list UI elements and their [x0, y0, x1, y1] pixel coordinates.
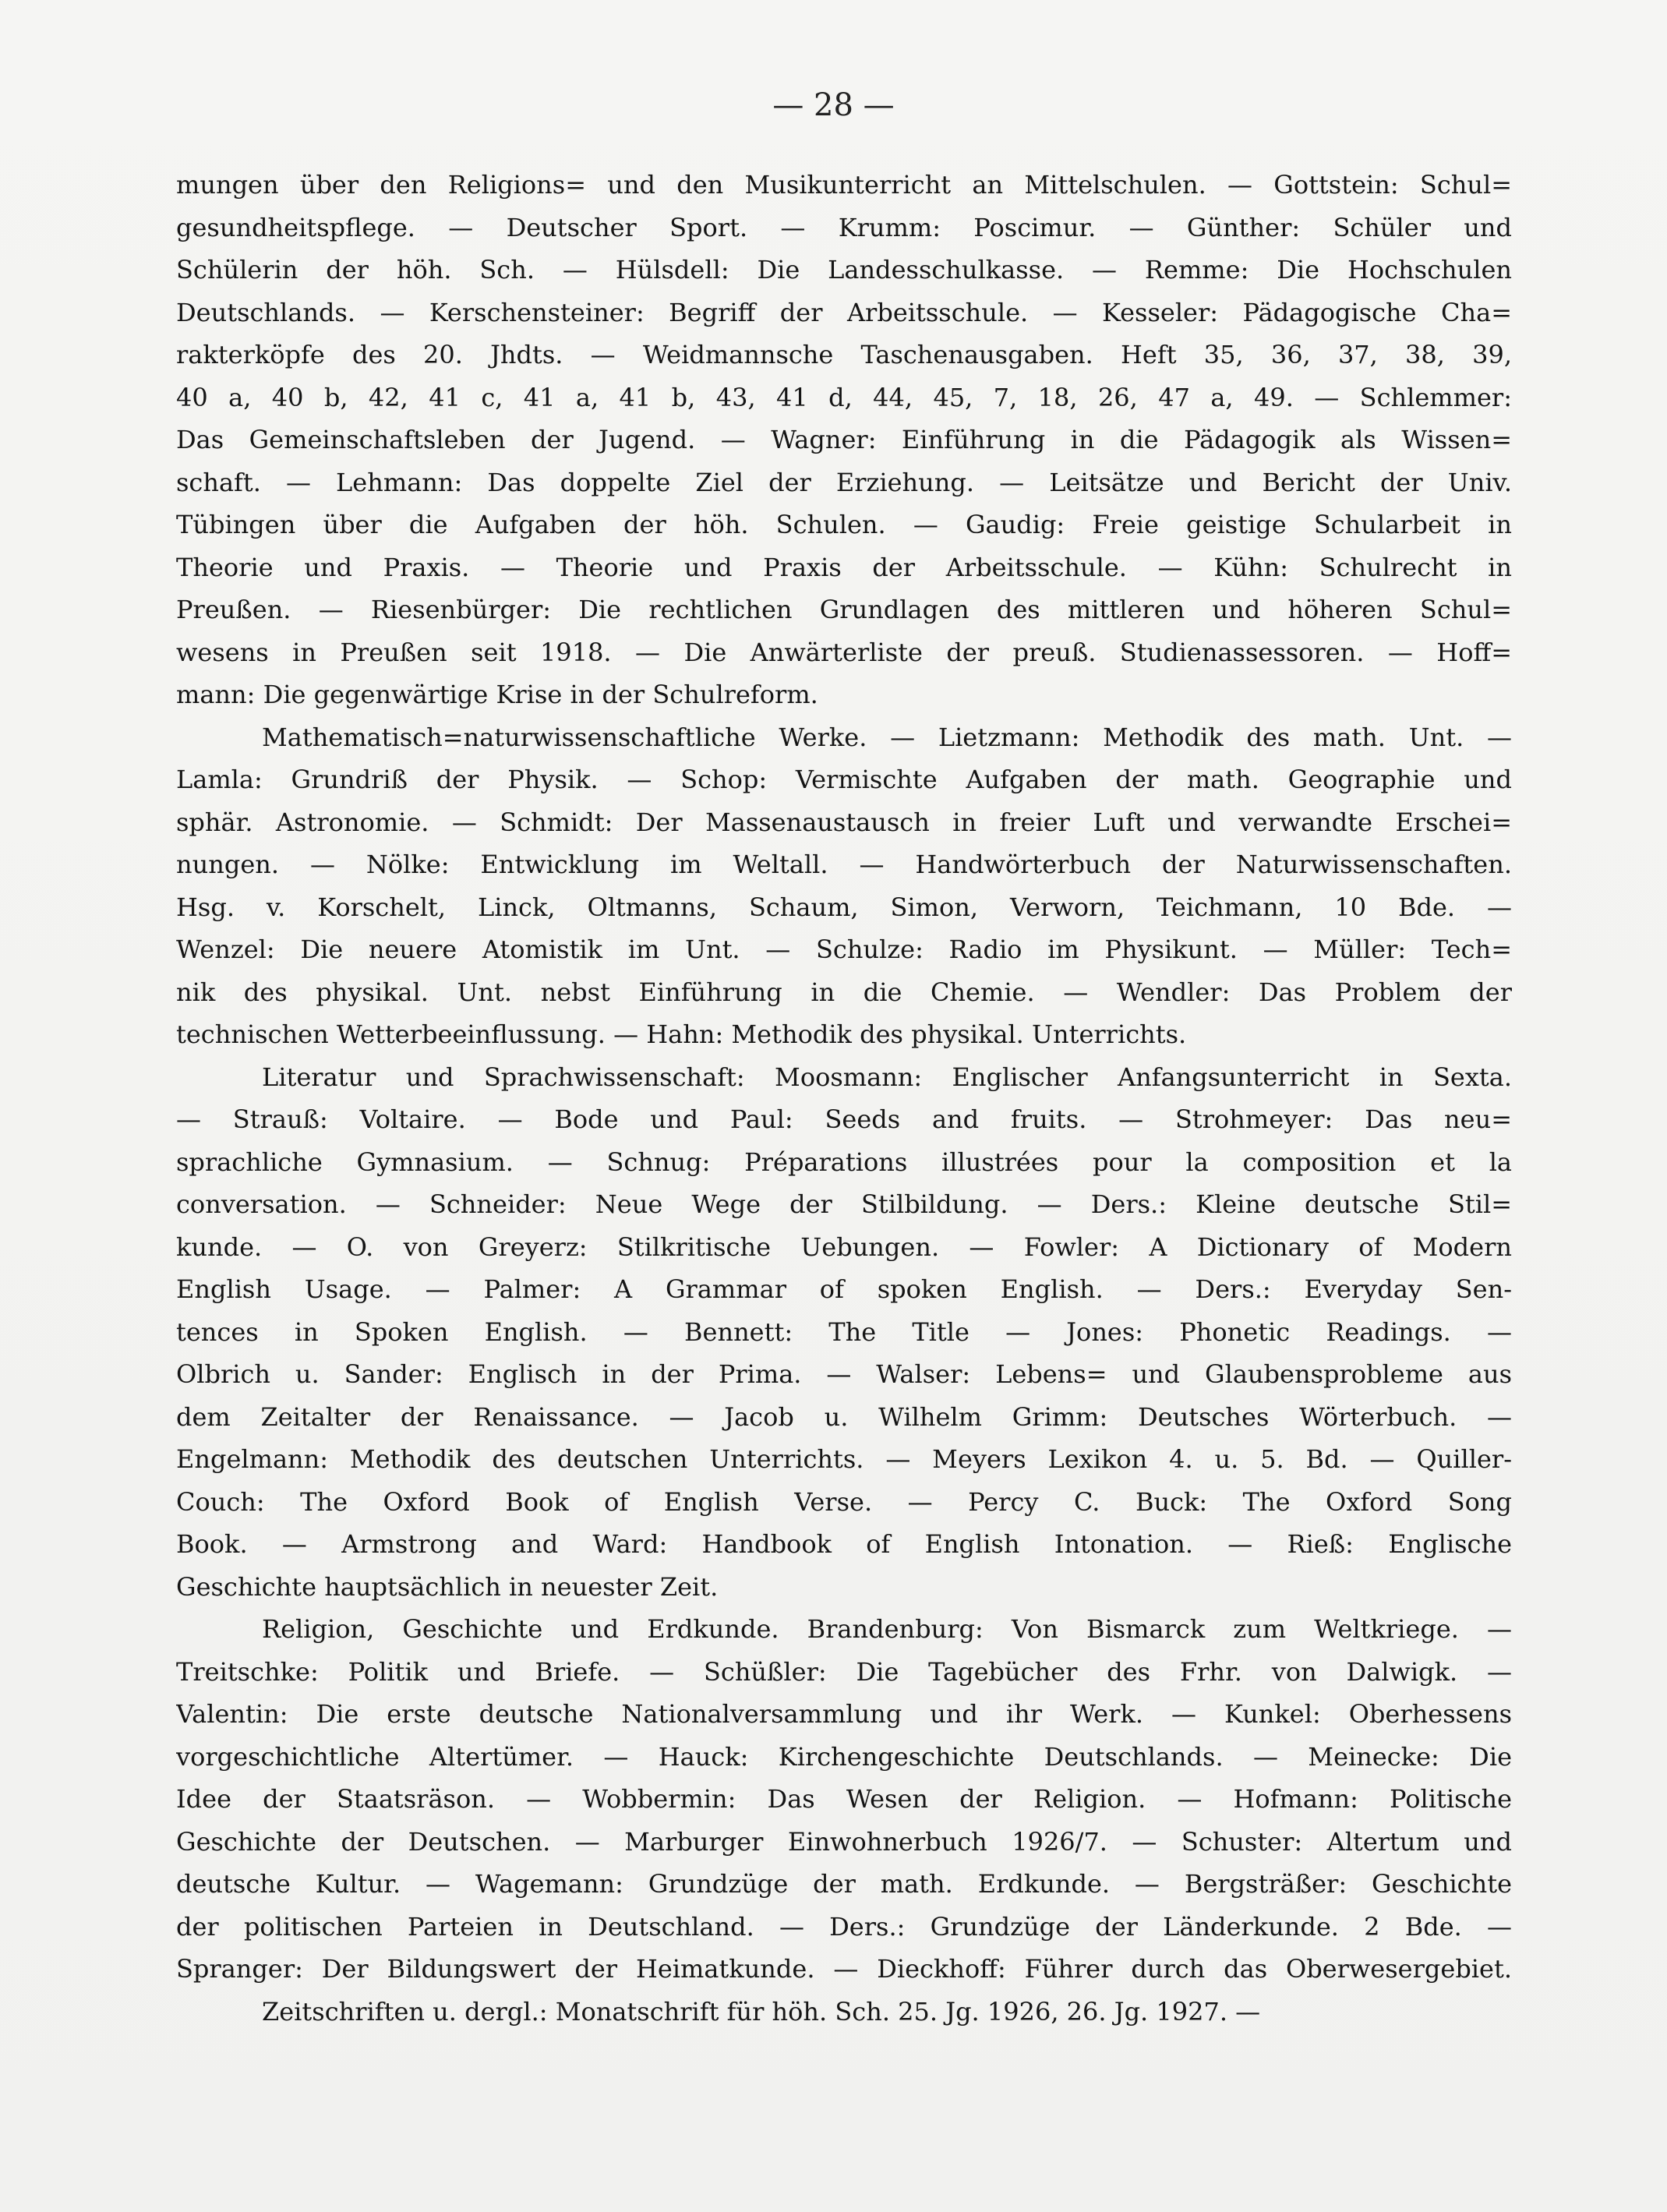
text-line: — Strauß: Voltaire. — Bode und Paul: Seeds and fruits. — Strohmeyer: Das neu=: [176, 1104, 1512, 1134]
text-line: Das Gemeinschaftsleben der Jugend. — Wagner: Einführung in die Pädagogik als Wissen=: [176, 425, 1512, 454]
text-line: wesens in Preußen seit 1918. — Die Anwärterliste der preuß. Studienassessoren. — Hoff=: [176, 637, 1512, 667]
text-line: Engelmann: Methodik des deutschen Unterrichts. — Meyers Lexikon 4. u. 5. Bd. — Quiller-: [176, 1444, 1512, 1474]
text-line: rakterköpfe des 20. Jhdts. — Weidmannsche Taschenausgaben. Heft 35, 36, 37, 38, 39,: [176, 340, 1512, 369]
text-line: 40 a, 40 b, 42, 41 c, 41 a, 41 b, 43, 41 d, 44, 45, 7, 18, 26, 47 a, 49. — Schlemmer:: [176, 382, 1512, 412]
text-line: der politischen Parteien in Deutschland. — Ders.: Grundzüge der Länderkunde. 2 Bde. —: [176, 1911, 1512, 1942]
text-line: conversation. — Schneider: Neue Wege der Stilbildung. — Ders.: Kleine deutsche Stil=: [176, 1189, 1512, 1219]
text-line: Geschichte hauptsächlich in neuester Zeit.: [176, 1571, 719, 1602]
text-line: Mathematisch=naturwissenschaftliche Werke. — Lietzmann: Methodik des math. Unt. —: [262, 722, 1512, 752]
text-line: Schülerin der höh. Sch. — Hülsdell: Die Landesschulkasse. — Remme: Die Hochschulen: [176, 255, 1512, 284]
text-line: Book. — Armstrong and Ward: Handbook of English Intonation. — Rieß: Englische: [176, 1529, 1512, 1559]
bibliography-text: [176, 164, 1512, 2033]
text-line: Lamla: Grundriß der Physik. — Schop: Vermischte Aufgaben der math. Geographie und: [176, 765, 1512, 794]
text-line: gesundheitspflege. — Deutscher Sport. — Krumm: Poscimur. — Günther: Schüler und: [176, 212, 1512, 242]
text-line: nungen. — Nölke: Entwicklung im Weltall. — Handwörterbuch der Naturwissenschaften.: [176, 850, 1512, 879]
text-line: sprachliche Gymnasium. — Schnug: Préparations illustrées pour la composition et la: [176, 1147, 1512, 1177]
text-line: Literatur und Sprachwissenschaft: Moosmann: Englischer Anfangsunterricht in Sexta.: [262, 1062, 1512, 1092]
text-line: mungen über den Religions= und den Musikunterricht an Mittelschulen. — Gottstein: Schul=: [176, 170, 1512, 200]
text-line: Spranger: Der Bildungswert der Heimatkunde. — Dieckhoff: Führer durch das Oberwesergebiet.: [176, 1954, 1512, 1984]
text-line: dem Zeitalter der Renaissance. — Jacob u. Wilhelm Grimm: Deutsches Wörterbuch. —: [176, 1401, 1512, 1432]
text-line: nik des physikal. Unt. nebst Einführung in die Chemie. — Wendler: Das Problem der: [176, 977, 1512, 1007]
text-line: Zeitschriften u. dergl.: Monatschrift für höh. Sch. 25. Jg. 1926, 26. Jg. 1927. —: [262, 1996, 1261, 2026]
text-line: mann: Die gegenwärtige Krise in der Schulreform.: [176, 680, 818, 709]
text-line: sphär. Astronomie. — Schmidt: Der Massenaustausch in freier Luft und verwandte Erschei=: [176, 807, 1512, 837]
text-line: kunde. — O. von Greyerz: Stilkritische Uebungen. — Fowler: A Dictionary of Modern: [176, 1231, 1512, 1262]
text-line: Hsg. v. Korschelt, Linck, Oltmanns, Schaum, Simon, Verworn, Teichmann, 10 Bde. —: [176, 892, 1512, 922]
text-line: vorgeschichtliche Altertümer. — Hauck: Kirchengeschichte Deutschlands. — Meinecke: Die: [176, 1741, 1512, 1772]
text-line: Valentin: Die erste deutsche Nationalversammlung und ihr Werk. — Kunkel: Oberhessens: [176, 1699, 1512, 1729]
page-number: — 28 —: [772, 87, 895, 123]
text-line: Couch: The Oxford Book of English Verse. — Percy C. Buck: The Oxford Song: [176, 1486, 1512, 1517]
text-line: Idee der Staatsräson. — Wobbermin: Das Wesen der Religion. — Hofmann: Politische: [176, 1784, 1512, 1814]
text-line: Geschichte der Deutschen. — Marburger Einwohnerbuch 1926/7. — Schuster: Altertum und: [176, 1826, 1512, 1857]
text-line: tences in Spoken English. — Bennett: The Title — Jones: Phonetic Readings. —: [176, 1316, 1512, 1347]
text-line: Tübingen über die Aufgaben der höh. Schulen. — Gaudig: Freie geistige Schularbeit in: [176, 510, 1512, 539]
text-line: deutsche Kultur. — Wagemann: Grundzüge der math. Erdkunde. — Bergsträßer: Geschichte: [176, 1869, 1512, 1899]
text-line: technischen Wetterbeeinflussung. — Hahn: Methodik des physikal. Unterrichts.: [176, 1019, 1187, 1049]
text-line: Wenzel: Die neuere Atomistik im Unt. — Schulze: Radio im Physikunt. — Müller: Tech=: [176, 935, 1512, 964]
text-line: schaft. — Lehmann: Das doppelte Ziel der Erziehung. — Leitsätze und Bericht der Univ.: [176, 467, 1512, 497]
text-line: English Usage. — Palmer: A Grammar of spoken English. — Ders.: Everyday Sen-: [176, 1274, 1512, 1304]
text-line: Treitschke: Politik und Briefe. — Schüßler: Die Tagebücher des Frhr. von Dalwigk. —: [176, 1656, 1512, 1687]
text-line: Religion, Geschichte und Erdkunde. Brandenburg: Von Bismarck zum Weltkriege. —: [262, 1614, 1512, 1644]
text-line: Preußen. — Riesenbürger: Die rechtlichen Grundlagen des mittleren und höheren Schul=: [176, 595, 1512, 624]
text-line: Deutschlands. — Kerschensteiner: Begriff der Arbeitsschule. — Kesseler: Pädagogische Cha=: [176, 297, 1512, 327]
text-line: Olbrich u. Sander: Englisch in der Prima. — Walser: Lebens= und Glaubensprobleme aus: [176, 1359, 1512, 1389]
text-line: Theorie und Praxis. — Theorie und Praxis der Arbeitsschule. — Kühn: Schulrecht in: [176, 552, 1512, 582]
